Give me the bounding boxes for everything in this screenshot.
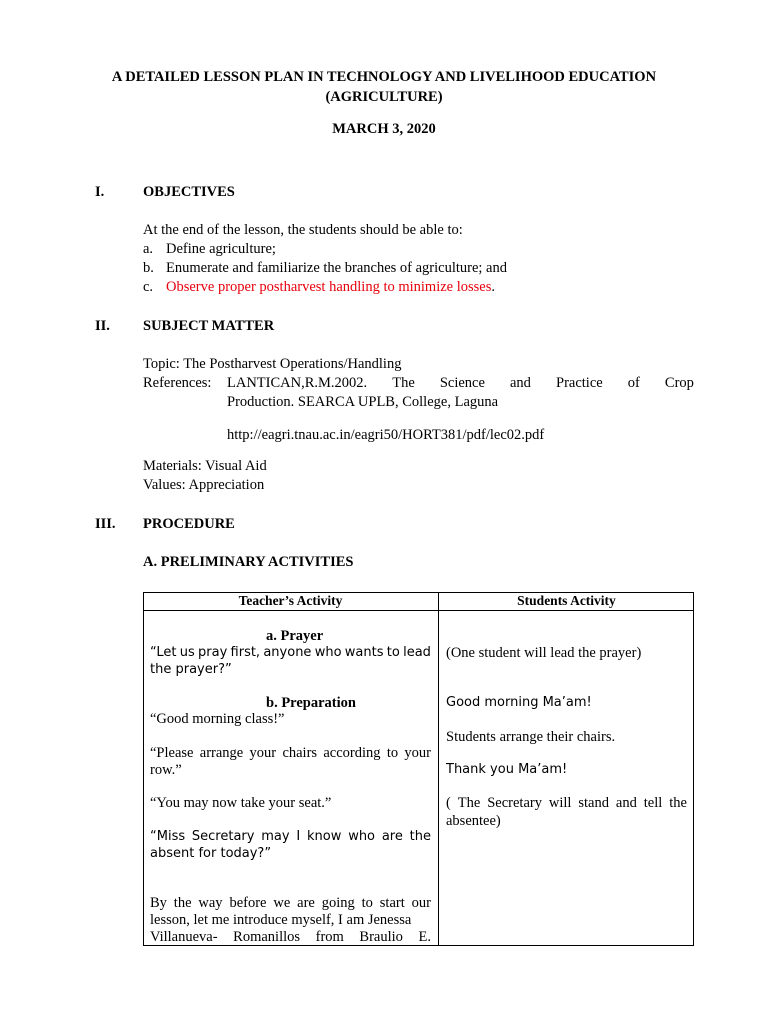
justified-word: from [315, 929, 344, 945]
justified-word: the [173, 895, 192, 911]
table-header-divider [143, 610, 694, 611]
section-number-procedure: III. [95, 516, 116, 532]
justified-word: “Please [150, 745, 194, 761]
justified-word: LANTICAN,R.M.2002. [227, 375, 368, 391]
justified-word: may [261, 829, 290, 844]
justified-word: Crop [664, 375, 694, 391]
section-heading-subject: SUBJECT MATTER [143, 318, 275, 334]
justified-word: your [404, 745, 431, 761]
references-line2: Production. SEARCA UPLB, College, Laguna [227, 394, 499, 410]
table-thanks-student: Thank you Ma’am! [446, 762, 568, 777]
justified-word: Science [439, 375, 485, 391]
justified-word: know [307, 829, 342, 844]
objective-item: Enumerate and familiarize the branches of agriculture; and [166, 260, 507, 276]
justified-word: Braulio [359, 929, 403, 945]
table-prayer-student: (One student will lead the prayer) [446, 645, 642, 661]
subject-topic: Topic: The Postharvest Operations/Handling [143, 356, 402, 372]
references-line1 [227, 375, 694, 392]
justified-word: and [510, 375, 531, 391]
justified-word: “Let [150, 645, 177, 660]
justified-word: arrange [199, 745, 244, 761]
section-number-objectives: I. [95, 184, 105, 200]
justified-word: “Miss [150, 829, 186, 844]
justified-word: and [615, 795, 637, 811]
justified-word: the [669, 795, 687, 811]
table-intro-line3 [150, 929, 431, 946]
justified-word: stand [578, 795, 609, 811]
justified-word: way [198, 895, 223, 911]
justified-word: going [321, 895, 355, 911]
table-prayer-text-line2: the prayer?” [150, 662, 232, 677]
justified-word: Villanueva- [150, 929, 218, 945]
justified-word: we [273, 895, 291, 911]
table-preparation-heading: b. Preparation [266, 695, 356, 711]
justified-word: By [150, 895, 167, 911]
justified-word: chairs [282, 745, 318, 761]
subject-materials: Materials: Visual Aid [143, 458, 267, 474]
table-secretary-question-line1 [150, 829, 431, 844]
table-chairs-line2: row.” [150, 762, 182, 778]
justified-word: wants [344, 645, 384, 660]
justified-word: of [627, 375, 640, 391]
justified-word: first, [230, 645, 261, 660]
justified-word: our [411, 895, 431, 911]
table-secretary-question-line2: absent for today?” [150, 846, 272, 861]
section-heading-objectives: OBJECTIVES [143, 184, 235, 200]
table-header-students: Students Activity [517, 593, 616, 608]
justified-word: who [314, 645, 342, 660]
justified-word: Romanillos [233, 929, 301, 945]
justified-word: to [386, 745, 399, 761]
table-secretary-student-line2: absentee) [446, 813, 501, 829]
subject-values: Values: Appreciation [143, 477, 265, 493]
references-label: References: [143, 375, 212, 391]
justified-word: anyone [263, 645, 312, 660]
justified-word: The [457, 795, 481, 811]
justified-word: according [323, 745, 381, 761]
table-secretary-student-line1 [446, 795, 687, 812]
justified-word: pray [198, 645, 228, 660]
objective-period: . [491, 279, 496, 295]
reference-url: http://eagri.tnau.ac.in/eagri50/HORT381/pdf/lec02.pdf [227, 427, 545, 443]
objective-marker: a. [143, 241, 154, 257]
table-student-greeting: Good morning Ma’am! [446, 695, 592, 710]
justified-word: The [392, 375, 415, 391]
justified-word: your [249, 745, 277, 761]
section-number-subject: II. [95, 318, 110, 334]
section-heading-procedure: PROCEDURE [143, 516, 235, 532]
justified-word: start [379, 895, 405, 911]
sub-heading-preliminary: A. PRELIMINARY ACTIVITIES [143, 554, 354, 570]
table-prayer-text-line1 [150, 645, 431, 660]
justified-word: Secretary [487, 795, 542, 811]
table-intro-line2: lesson, let me introduce myself, I am Jenessa [150, 912, 412, 928]
justified-word: are [381, 829, 403, 844]
document-date: MARCH 3, 2020 [332, 121, 436, 137]
justified-word: lead [403, 645, 431, 660]
table-header-teacher: Teacher’s Activity [238, 593, 343, 608]
table-greeting: “Good morning class!” [150, 711, 285, 727]
objective-marker: c. [143, 279, 154, 295]
justified-word: E. [418, 929, 431, 945]
justified-word: ( [446, 795, 451, 811]
table-prayer-heading: a. Prayer [266, 628, 324, 644]
justified-word: to [386, 645, 400, 660]
objective-item: Define agriculture; [166, 241, 276, 257]
justified-word: tell [643, 795, 663, 811]
objectives-intro: At the end of the lesson, the students should be able to: [143, 222, 463, 238]
table-intro-line1 [150, 895, 431, 912]
justified-word: I [296, 829, 301, 844]
justified-word: the [409, 829, 431, 844]
document-title-line2: (AGRICULTURE) [325, 89, 443, 105]
table-column-divider [438, 592, 439, 946]
justified-word: to [361, 895, 373, 911]
justified-word: us [179, 645, 195, 660]
justified-word: are [297, 895, 315, 911]
table-chairs-line1 [150, 745, 431, 762]
justified-word: Practice [556, 375, 603, 391]
justified-word: before [229, 895, 267, 911]
objective-marker: b. [143, 260, 154, 276]
justified-word: Secretary [191, 829, 255, 844]
document-title-line1: A DETAILED LESSON PLAN IN TECHNOLOGY AND LIVELIHOOD EDUCATION [111, 69, 657, 85]
objective-item-highlighted [166, 279, 495, 296]
table-chairs-student: Students arrange their chairs. [446, 729, 616, 745]
justified-word: will [548, 795, 572, 811]
objective-red-text: Observe proper postharvest handling to minimize losses [166, 279, 492, 295]
justified-word: who [348, 829, 376, 844]
table-seat: “You may now take your seat.” [150, 795, 332, 811]
